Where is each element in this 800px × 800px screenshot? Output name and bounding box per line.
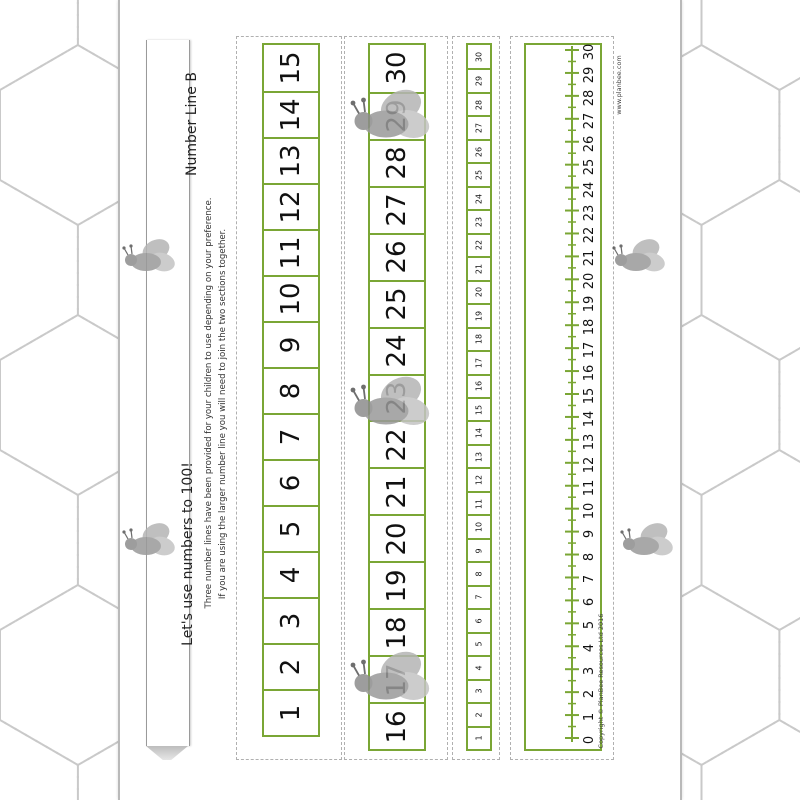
small-strip-cell: [468, 327, 490, 350]
small-strip-number: 11: [474, 498, 484, 509]
small-strip-number: 5: [474, 641, 484, 647]
copyright-text: Copyright © PlanBee Resources Ltd 2016: [597, 613, 605, 749]
small-strip-number: 25: [474, 169, 484, 181]
ruler-label: 24: [582, 181, 597, 198]
large-strip-cell: [264, 91, 318, 137]
small-strip-cell: [468, 397, 490, 420]
number-strip-small-1-to-30: [466, 43, 492, 751]
ruler-label: 3: [582, 667, 597, 676]
ruler-label: 20: [582, 273, 597, 290]
small-strip-number: 17: [474, 357, 484, 368]
small-strip-number: 18: [474, 334, 484, 345]
small-strip-cell: [468, 702, 490, 725]
small-strip-number: 9: [474, 547, 484, 554]
large-strip-cell: [370, 327, 424, 374]
large-strip-number: 15: [276, 51, 306, 85]
small-strip-cell: [468, 726, 490, 749]
small-strip-cell: [468, 561, 490, 584]
ruler-label: 1: [582, 712, 597, 722]
small-strip-number: 2: [474, 712, 484, 718]
small-strip-cell: [468, 420, 490, 443]
page-title: Number Line B: [184, 72, 200, 176]
small-strip-number: 13: [474, 451, 484, 462]
large-strip-number: 25: [382, 287, 412, 321]
large-strip-cell: [370, 186, 424, 233]
large-strip-number: 11: [276, 236, 306, 270]
large-strip-number: 27: [382, 193, 412, 227]
small-strip-cell: [468, 162, 490, 185]
bee-icon: [122, 236, 182, 280]
small-strip-cell: [468, 209, 490, 232]
large-strip-number: 24: [382, 334, 412, 368]
small-strip-number: 29: [474, 76, 484, 87]
small-strip-number: 30: [474, 51, 484, 62]
small-strip-number: 4: [474, 665, 484, 671]
instructions-line-2: If you are using the larger number line you will need to join the two sections together.: [218, 228, 228, 600]
small-strip-cell: [468, 45, 490, 68]
ruler-label: 10: [582, 502, 597, 519]
small-strip-cell: [468, 374, 490, 397]
large-strip-number: 22: [382, 428, 412, 462]
large-strip-number: 7: [276, 428, 306, 446]
small-strip-cell: [468, 350, 490, 373]
ruler-label: 11: [582, 479, 597, 496]
large-strip-number: 20: [382, 522, 412, 556]
large-strip-number: 10: [276, 282, 306, 316]
ruler-label: 21: [582, 250, 597, 267]
ruler-label: 8: [582, 552, 597, 561]
small-strip-number: 26: [474, 146, 484, 157]
large-strip-cell: [264, 45, 318, 91]
ruler-label: 29: [582, 66, 597, 84]
small-strip-cell: [468, 186, 490, 209]
bee-icon: [350, 85, 440, 151]
ruler-label: 30: [582, 43, 597, 61]
large-strip-number: 12: [276, 190, 306, 224]
large-strip-number: 1: [276, 704, 306, 722]
ruler-label: 4: [582, 644, 597, 653]
large-strip-number: 21: [382, 475, 412, 509]
small-strip-cell: [468, 68, 490, 91]
large-strip-number: 5: [276, 520, 306, 538]
page-subtitle: Let's use numbers to 100!: [180, 462, 196, 646]
bee-icon: [612, 236, 672, 280]
large-strip-number: 18: [382, 616, 412, 650]
large-strip-cell: [264, 459, 318, 505]
small-strip-number: 16: [474, 381, 484, 392]
large-strip-cell: [264, 551, 318, 597]
small-strip-number: 22: [474, 240, 484, 251]
large-strip-cell: [370, 233, 424, 280]
large-strip-number: 4: [276, 566, 306, 584]
number-strip-1-to-15: [262, 43, 320, 737]
small-strip-number: 7: [474, 594, 484, 600]
large-strip-cell: [370, 467, 424, 514]
small-strip-number: 14: [474, 428, 484, 439]
large-strip-cell: [264, 505, 318, 551]
small-strip-cell: [468, 280, 490, 303]
ruler-label: 9: [582, 529, 597, 538]
large-strip-cell: [370, 280, 424, 327]
ruler-label: 27: [582, 112, 597, 130]
small-strip-number: 3: [474, 688, 484, 694]
bee-icon: [350, 372, 440, 438]
ruler-label: 0: [582, 735, 597, 745]
small-strip-number: 21: [474, 263, 484, 274]
instructions-line-1: Three number lines have been provided for your children to use depending on your preference.: [204, 197, 214, 609]
large-strip-number: 8: [276, 382, 306, 400]
large-strip-cell: [264, 321, 318, 367]
small-strip-number: 1: [474, 735, 484, 741]
ruler-label: 22: [582, 227, 597, 244]
large-strip-number: 13: [276, 144, 306, 178]
large-strip-cell: [370, 561, 424, 608]
large-strip-cell: [264, 597, 318, 643]
ruler-label: 14: [582, 410, 597, 428]
small-strip-cell: [468, 256, 490, 279]
small-strip-number: 6: [474, 618, 484, 624]
ruler-label: 2: [582, 689, 597, 699]
small-strip-number: 24: [474, 193, 484, 204]
small-strip-cell: [468, 585, 490, 608]
large-strip-number: 28: [382, 146, 412, 180]
small-strip-number: 20: [474, 287, 484, 298]
large-strip-cell: [264, 275, 318, 321]
website-text: www.planbee.com: [615, 55, 623, 115]
ruler-label: 16: [582, 364, 597, 382]
small-strip-cell: [468, 655, 490, 678]
small-strip-number: 28: [474, 99, 484, 110]
ruler-label: 12: [582, 456, 597, 474]
large-strip-number: 3: [276, 612, 306, 630]
small-strip-cell: [468, 632, 490, 655]
large-strip-cell: [264, 367, 318, 413]
small-strip-number: 19: [474, 310, 484, 321]
large-strip-number: 16: [382, 709, 412, 744]
large-strip-cell: [264, 229, 318, 275]
large-strip-cell: [264, 137, 318, 183]
large-strip-cell: [264, 183, 318, 229]
bee-icon: [620, 520, 680, 564]
large-strip-number: 26: [382, 240, 412, 274]
ruler-label: 18: [582, 318, 597, 336]
ruler-label: 15: [582, 387, 597, 405]
bee-icon: [350, 647, 440, 713]
small-strip-cell: [468, 444, 490, 467]
large-strip-number: 14: [276, 98, 306, 132]
large-strip-cell: [264, 413, 318, 459]
large-strip-cell: [264, 689, 318, 735]
small-strip-number: 23: [474, 216, 484, 228]
small-strip-cell: [468, 92, 490, 115]
ruler-label: 6: [582, 598, 597, 607]
small-strip-cell: [468, 538, 490, 561]
small-strip-cell: [468, 491, 490, 514]
large-strip-cell: [370, 514, 424, 561]
small-strip-cell: [468, 608, 490, 631]
small-strip-cell: [468, 233, 490, 256]
large-strip-number: 2: [276, 658, 306, 676]
ruler-label: 17: [582, 341, 597, 359]
large-strip-number: 6: [276, 474, 306, 492]
number-line-ruler-0-to-30: [524, 43, 602, 751]
small-strip-number: 8: [474, 571, 484, 577]
large-strip-number: 19: [382, 569, 412, 603]
ruler-label: 13: [582, 433, 597, 451]
ruler-label: 5: [582, 621, 597, 630]
ruler-label: 28: [582, 89, 597, 107]
ruler-label: 26: [582, 135, 597, 152]
ruler-label: 25: [582, 158, 597, 175]
small-strip-cell: [468, 115, 490, 138]
small-strip-cell: [468, 139, 490, 162]
large-strip-number: 9: [276, 336, 306, 354]
ruler-label: 23: [582, 204, 597, 221]
ruler-label: 19: [582, 296, 597, 313]
bee-icon: [122, 520, 182, 564]
small-strip-number: 10: [474, 521, 484, 533]
large-strip-cell: [264, 643, 318, 689]
small-strip-number: 27: [474, 123, 484, 134]
small-strip-cell: [468, 467, 490, 490]
ruler-label: 7: [582, 575, 597, 584]
large-strip-number: 30: [382, 51, 412, 85]
small-strip-number: 15: [474, 404, 484, 415]
small-strip-number: 12: [474, 475, 484, 486]
small-strip-cell: [468, 514, 490, 537]
small-strip-cell: [468, 679, 490, 702]
small-strip-cell: [468, 303, 490, 326]
